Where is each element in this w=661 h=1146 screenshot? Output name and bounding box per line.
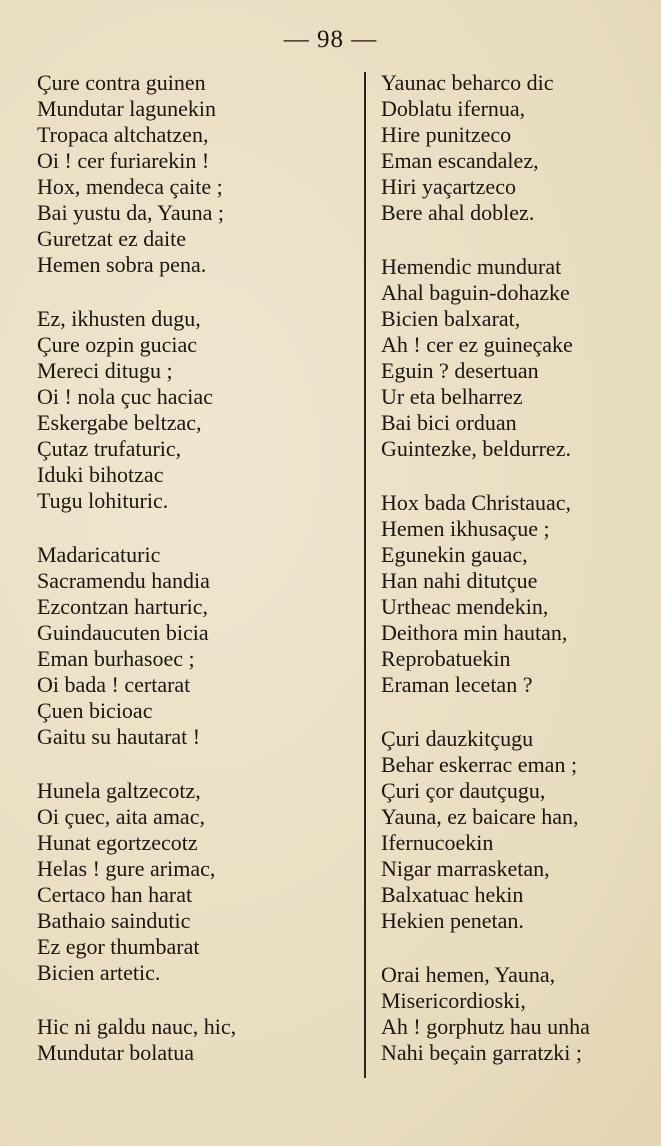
verse-line: Çure ozpin guciac	[37, 332, 198, 357]
verse-line: Bai yustu da, Yauna ;	[37, 200, 224, 225]
verse-line: Madaricaturic	[37, 542, 161, 567]
verse-line: Çure contra guinen	[37, 70, 206, 95]
verse-line: Sacramendu handia	[37, 568, 210, 593]
page-number: — 98 —	[283, 26, 378, 53]
verse-line: Hunela galtzecotz,	[37, 778, 201, 803]
verse-line: Bere ahal doblez.	[381, 200, 535, 225]
verse-line: Deithora min hautan,	[381, 620, 568, 645]
verse-line: Oi çuec, aita amac,	[37, 804, 205, 829]
verse-line: Ez, ikhusten dugu,	[37, 306, 201, 331]
verse-line: Oi ! cer furiarekin !	[37, 148, 210, 173]
verse-line: Tropaca altchatzen,	[37, 122, 209, 147]
verse-line: Çutaz trufaturic,	[37, 436, 182, 461]
stanza	[381, 962, 661, 1066]
verse-line: Hox bada Christauac,	[381, 490, 571, 515]
verse-line: Behar eskerrac eman ;	[381, 752, 578, 777]
verse-line: Çuri çor dautçugu,	[381, 778, 546, 803]
verse-line: Hic ni galdu nauc, hic,	[37, 1014, 237, 1039]
verse-line: Gaitu su hautarat !	[37, 724, 201, 749]
verse-line: Ah ! gorphutz hau unha	[381, 1014, 590, 1039]
left-column	[37, 70, 337, 1094]
verse-line: Oi ! nola çuc haciac	[37, 384, 213, 409]
verse-line: Ifernucoekin	[381, 830, 494, 855]
verse-line: Çuri dauzkitçugu	[381, 726, 534, 751]
verse-line: Hunat egortzecotz	[37, 830, 198, 855]
verse-line: Yaunac beharco dic	[381, 70, 554, 95]
verse-line: Bathaio saindutic	[37, 908, 191, 933]
verse-line: Hox, mendeca çaite ;	[37, 174, 223, 199]
verse-line: Helas ! gure arimac,	[37, 856, 216, 881]
verse-line: Eraman lecetan ?	[381, 672, 533, 697]
verse-line: Mereci ditugu ;	[37, 358, 173, 383]
verse-line: Bicien balxarat,	[381, 306, 521, 331]
verse-line: Ezcontzan harturic,	[37, 594, 209, 619]
verse-line: Hire punitzeco	[381, 122, 512, 147]
verse-line: Bicien artetic.	[37, 960, 161, 985]
verse-line: Yauna, ez baicare han,	[381, 804, 579, 829]
verse-line: Eguin ? desertuan	[381, 358, 539, 383]
stanza	[381, 490, 661, 698]
verse-line: Oi bada ! certarat	[37, 672, 191, 697]
verse-line: Mundutar lagunekin	[37, 96, 217, 121]
stanza	[37, 70, 337, 278]
stanza	[37, 306, 337, 514]
verse-line: Mundutar bolatua	[37, 1040, 195, 1065]
verse-line: Han nahi ditutçue	[381, 568, 538, 593]
verse-line: Bai bici orduan	[381, 410, 517, 435]
verse-line: Certaco han harat	[37, 882, 193, 907]
verse-line: Hemen sobra pena.	[37, 252, 207, 277]
column-divider	[364, 72, 366, 1078]
verse-line: Tugu lohituric.	[37, 488, 169, 513]
verse-line: Ez egor thumbarat	[37, 934, 200, 959]
verse-line: Eskergabe beltzac,	[37, 410, 202, 435]
verse-line: Misericordioski,	[381, 988, 526, 1013]
verse-line: Eman escandalez,	[381, 148, 539, 173]
verse-line: Ur eta belharrez	[381, 384, 523, 409]
verse-line: Eman burhasoec ;	[37, 646, 195, 671]
verse-line: Ah ! cer ez guineçake	[381, 332, 573, 357]
verse-line: Guindaucuten bicia	[37, 620, 209, 645]
verse-line: Reprobatuekin	[381, 646, 511, 671]
verse-line: Guretzat ez daite	[37, 226, 187, 251]
verse-line: Çuen bicioac	[37, 698, 153, 723]
stanza	[381, 726, 661, 934]
verse-line: Guintezke, beldurrez.	[381, 436, 571, 461]
stanza	[37, 542, 337, 750]
stanza	[37, 778, 337, 986]
verse-line: Urtheac mendekin,	[381, 594, 549, 619]
stanza	[381, 70, 661, 226]
verse-line: Nahi beçain garratzki ;	[381, 1040, 582, 1065]
verse-line: Doblatu ifernua,	[381, 96, 526, 121]
verse-line: Orai hemen, Yauna,	[381, 962, 556, 987]
verse-line: Balxatuac hekin	[381, 882, 524, 907]
verse-line: Hiri yaçartzeco	[381, 174, 516, 199]
verse-line: Egunekin gauac,	[381, 542, 528, 567]
verse-line: Ahal baguin-dohazke	[381, 280, 570, 305]
right-column	[381, 70, 661, 1094]
verse-line: Hemen ikhusaçue ;	[381, 516, 550, 541]
stanza	[381, 254, 661, 462]
verse-line: Iduki bihotzac	[37, 462, 164, 487]
verse-line: Nigar marrasketan,	[381, 856, 550, 881]
stanza	[37, 1014, 337, 1066]
verse-line: Hemendic mundurat	[381, 254, 562, 279]
verse-line: Hekien penetan.	[381, 908, 524, 933]
